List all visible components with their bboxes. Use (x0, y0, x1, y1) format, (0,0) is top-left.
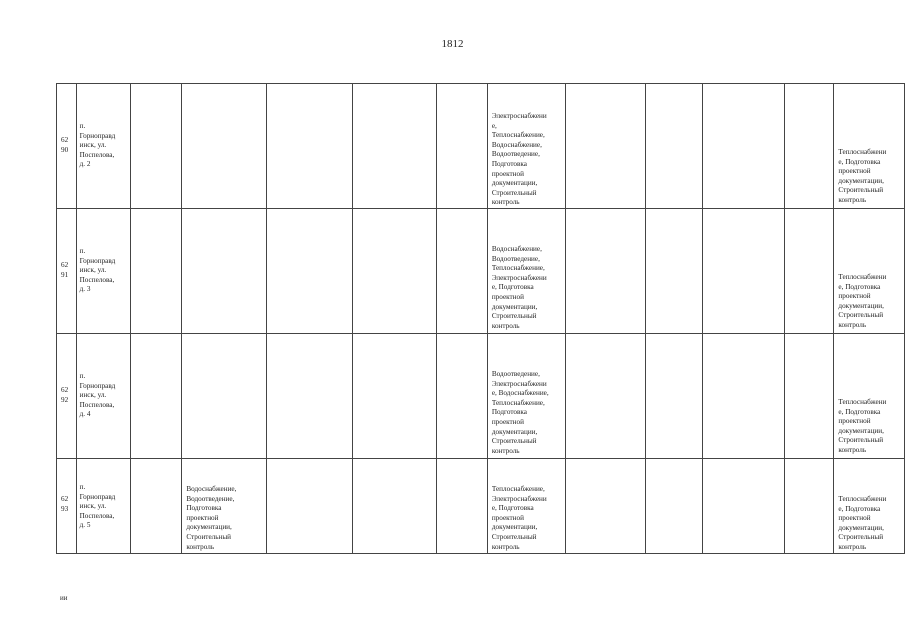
works-cell: Теплоснабжение, Электроснабжени е, Подготовка проектной документации, Строительный контроль (491, 485, 547, 551)
row-number: 62 91 (61, 261, 69, 279)
footer-mark: ии (60, 594, 68, 602)
table-row (57, 84, 905, 209)
works-cell: Водоотведение, Электроснабжени е, Водоснабжение, Теплоснабжение, Подготовка проектной документации, Строительный контроль (491, 370, 549, 455)
works-cell-right: Теплоснабжени е, Подготовка проектной документации, Строительный контроль (838, 148, 887, 204)
address-cell: п. Горноправд инск, ул. Поспелова, д. 4 (79, 372, 116, 419)
table-row (57, 209, 905, 334)
address-cell: п. Горноправд инск, ул. Поспелова, д. 3 (79, 247, 116, 294)
table-row (57, 334, 905, 459)
works-cell-right: Теплоснабжени е, Подготовка проектной документации, Строительный контроль (838, 398, 887, 454)
works-cell: Водоснабжение, Водоотведение, Теплоснабжение, Электроснабжени е, Подготовка проектной документации, Строительный контроль (491, 245, 547, 330)
works-cell-right: Теплоснабжени е, Подготовка проектной документации, Строительный контроль (838, 495, 887, 551)
table-row (57, 459, 905, 554)
works-table (56, 83, 905, 554)
row-number: 62 92 (61, 386, 69, 404)
address-cell: п. Горноправд инск, ул. Поспелова, д. 5 (79, 483, 116, 530)
works-cell-right: Теплоснабжени е, Подготовка проектной документации, Строительный контроль (838, 273, 887, 329)
works-cell: Водоснабжение, Водоотведение, Подготовка проектной документации, Строительный контроль (186, 485, 237, 551)
row-number: 62 93 (61, 495, 69, 513)
address-cell: п. Горноправд инск, ул. Поспелова, д. 2 (79, 122, 116, 169)
works-cell: Электроснабжени е, Теплоснабжение, Водоснабжение, Водоотведение, Подготовка проектной документации, Строительный контроль (491, 112, 547, 207)
page-number: 1812 (441, 38, 464, 50)
row-number: 62 90 (61, 136, 69, 154)
